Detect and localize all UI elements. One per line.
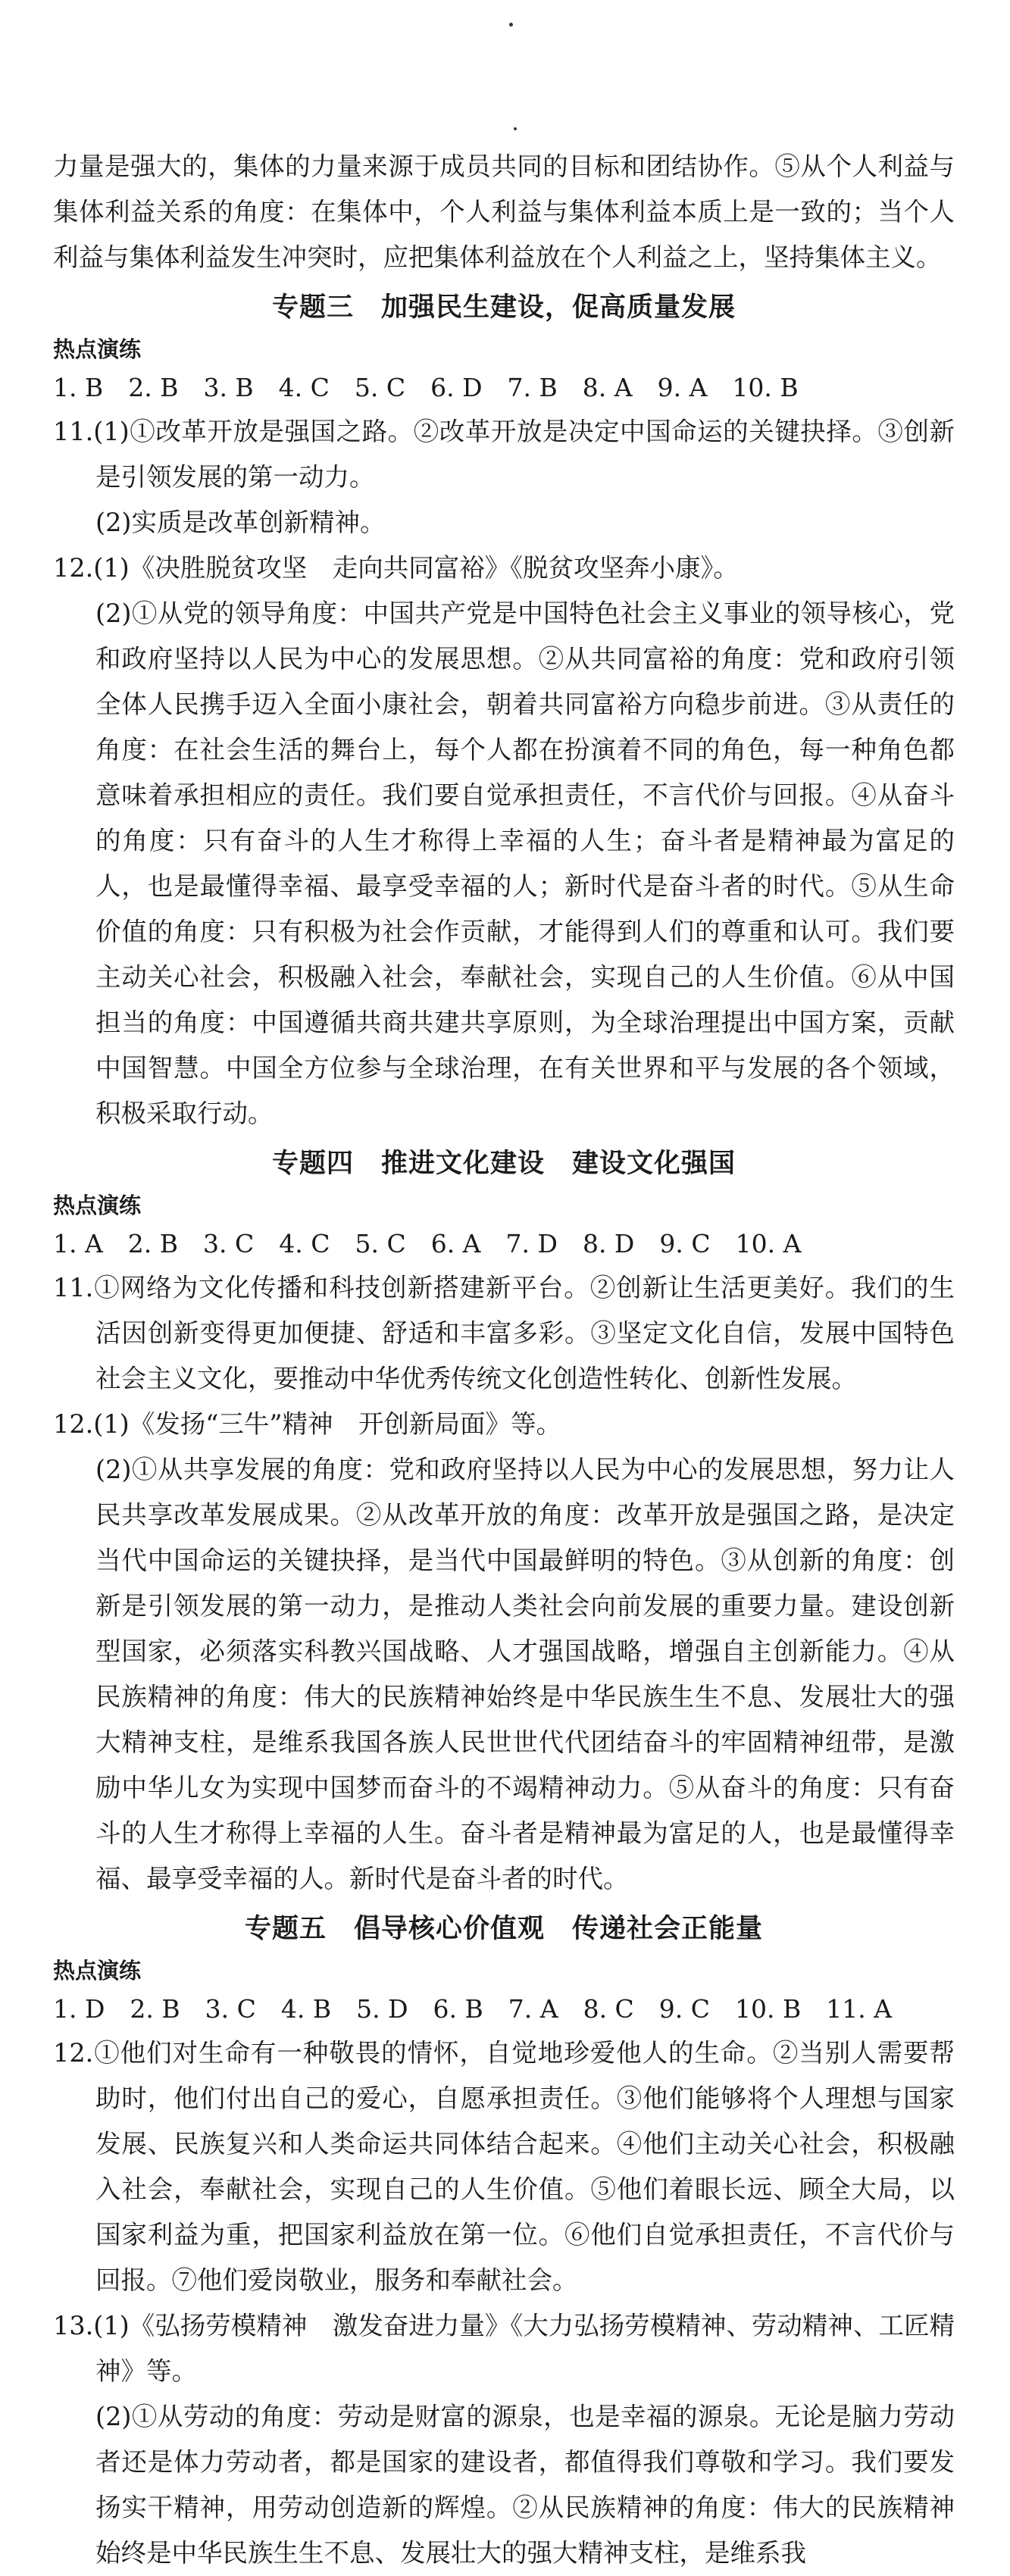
question-12-part-2: (2)①从党的领导角度：中国共产党是中国特色社会主义事业的领导核心，党和政府坚持以人民为中心的发展思想。②从共同富裕的角度：党和政府引领全体人民携手迈入全面小康社会，朝着共同富裕方向稳步前进。③从责任的角度：在社会生活的舞台上，每个人都在扮演着不同的角色，每一种角色都意味着承担相应的责任。我们要自觉承担责任，不言代价与回报。④从奋斗的角度：只有奋斗的人生才称得上幸福的人生；奋斗者是精神最为富足的人，也是最懂得幸福、最享受幸福的人；新时代是奋斗者的时代。⑤从生命价值的角度：只有积极为社会作贡献，才能得到人们的尊重和认可。我们要主动关心社会，积极融入社会，奉献社会，实现自己的人生价值。⑥从中国担当的角度：中国遵循共商共建共享原则，为全球治理提出中国方案，贡献中国智慧。中国全方位参与全球治理，在有关世界和平与发展的各个领域，积极采取行动。 (95, 599, 955, 1128)
question-answer: ①他们对生命有一种敬畏的情怀，自觉地珍爱他人的生命。②当别人需要帮助时，他们付出自己的爱心，自愿承担责任。③他们能够将个人理想与国家发展、民族复兴和人类命运共同体结合起来。④他们主动关心社会，积极融入社会，奉献社会，实现自己的人生价值。⑤他们着眼长远、顾全大局，以国家利益为重，把国家利益放在第一位。⑥他们自觉承担责任，不言代价与回报。⑦他们爱岗敬业，服务和奉献社会。 (93, 2038, 955, 2295)
question-13-part-2: (2)①从劳动的角度：劳动是财富的源泉，也是幸福的源泉。无论是脑力劳动者还是体力劳动者，都是国家的建设者，都值得我们尊敬和学习。我们要发扬实干精神，用劳动创造新的辉煌。②从民族精神的角度：伟大的民族精神始终是中华民族生生不息、发展壮大的强大精神支柱，是维系我 (95, 2402, 955, 2568)
mc-answers: 1. A 2. B 3. C 4. C 5. C 6. A 7. D 8. D 9. C 10. A (53, 1229, 802, 1258)
section-label: 热点演练 (53, 1193, 142, 1218)
question-11 (53, 409, 955, 500)
question-11-part-2: (2)实质是改革创新精神。 (95, 508, 386, 537)
question-12 (53, 1402, 955, 1447)
question-number: 11. (53, 1273, 94, 1302)
question-12 (53, 2030, 955, 2303)
question-answer: (1)《弘扬劳模精神 激发奋进力量》《大力弘扬劳模精神、劳动精神、工匠精神》等。 (93, 2311, 955, 2386)
question-12 (53, 546, 955, 591)
question-number: 12. (53, 553, 94, 583)
section-label: 热点演练 (53, 336, 142, 362)
section-label: 热点演练 (53, 1958, 142, 1984)
intro-paragraph: 力量是强大的，集体的力量来源于成员共同的目标和团结协作。⑤从个人利益与集体利益关系的角度：在集体中，个人利益与集体利益本质上是一致的；当个人利益与集体利益发生冲突时，应把集体利益放在个人利益之上，坚持集体主义。 (53, 152, 955, 272)
mc-answers: 1. D 2. B 3. C 4. B 5. D 6. B 7. A 8. C 9. C 10. B 11. A (53, 1994, 893, 2024)
question-number: 12. (53, 2038, 94, 2068)
section-title: 专题五 倡导核心价值观 传递社会正能量 (244, 1914, 763, 1944)
top-dot (509, 23, 513, 27)
question-12-part-2: (2)①从共享发展的角度：党和政府坚持以人民为中心的发展思想，努力让人民共享改革发展成果。②从改革开放的角度：改革开放是强国之路，是决定当代中国命运的关键抉择，是当代中国最鲜明的特色。③从创新的角度：创新是引领发展的第一动力，是推动人类社会向前发展的重要力量。建设创新型国家，必须落实科教兴国战略、人才强国战略，增强自主创新能力。④从民族精神的角度：伟大的民族精神始终是中华民族生生不息、发展壮大的强大精神支柱，是维系我国各族人民世世代代团结奋斗的牢固精神纽带，是激励中华儿女为实现中国梦而奋斗的不竭精神动力。⑤从奋斗的角度：只有奋斗的人生才称得上幸福的人生。奋斗者是精神最为富足的人，也是最懂得幸福、最享受幸福的人。新时代是奋斗者的时代。 (95, 1455, 955, 1893)
mc-answers: 1. B 2. B 3. B 4. C 5. C 6. D 7. B 8. A 9. A 10. B (53, 373, 799, 402)
content (53, 144, 955, 2576)
question-answer: ①网络为文化传播和科技创新搭建新平台。②创新让生活更美好。我们的生活因创新变得更加便捷、舒适和丰富多彩。③坚定文化自信，发展中国特色社会主义文化，要推动中华优秀传统文化创造性转化、创新性发展。 (93, 1273, 955, 1393)
question-answer: (1)《决胜脱贫攻坚 走向共同富裕》《脱贫攻坚奔小康》。 (93, 553, 739, 583)
section-title: 专题三 加强民生建设，促高质量发展 (271, 292, 736, 323)
question-13 (53, 2303, 955, 2394)
question-answer: (1)《发扬“三牛”精神 开创新局面》等。 (93, 1409, 561, 1439)
top-mark (514, 127, 517, 130)
section-title: 专题四 推进文化建设 建设文化强国 (271, 1149, 736, 1179)
question-number: 11. (53, 417, 94, 446)
question-number: 12. (53, 1409, 94, 1439)
question-11 (53, 1265, 955, 1402)
question-answer: (1)①改革开放是强国之路。②改革开放是决定中国命运的关键抉择。③创新是引领发展的第一动力。 (93, 417, 955, 492)
question-number: 13. (53, 2311, 94, 2340)
